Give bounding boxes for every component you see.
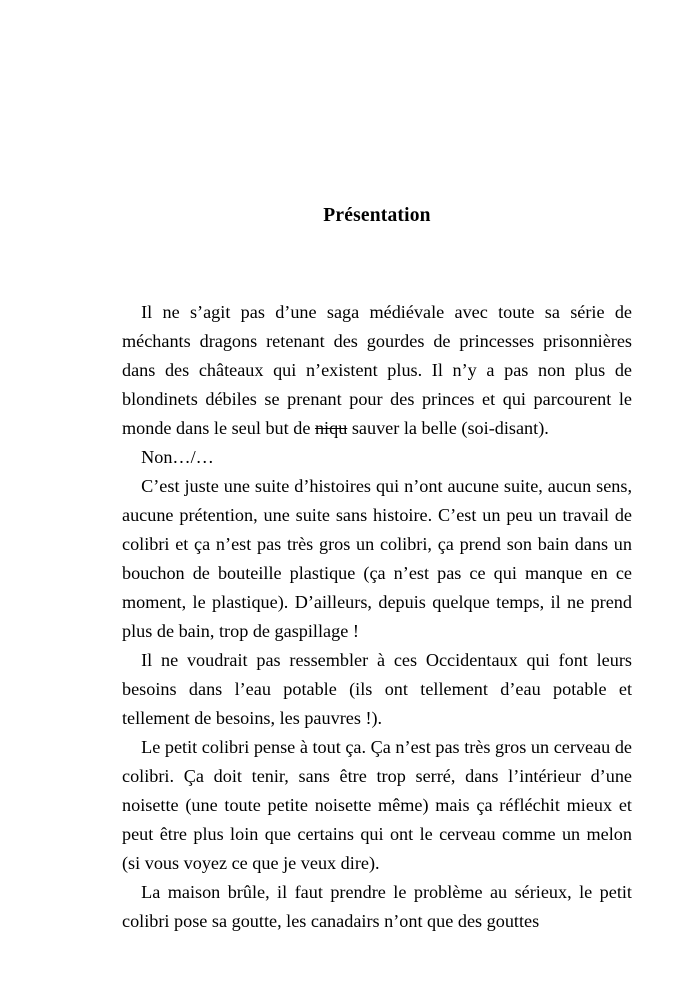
paragraph-6: La maison brûle, il faut prendre le problème au sérieux, le petit colibri pose sa goutte, les canadairs n’ont que des gouttes <box>122 882 632 932</box>
paragraph-1-lead: Il ne s’agit pas d’une saga médiévale avec toute sa série de méchants dragons retenant des gourdes de princesses prisonnières dans des châteaux qui n’existent plus. Il n’y a pas non plus de blondinets débiles se prenant pour des princes et qui parcourent le monde dans le seul but de <box>122 302 632 439</box>
page-title: Présentation <box>323 205 431 226</box>
paragraph-5: Le petit colibri pense à tout ça. Ça n’est pas très gros un cerveau de colibri. Ça doit tenir, sans être trop serré, dans l’intérieur d’une noisette (une toute petite noisette même) mais ça réfléchit mieux et peut être plus loin que certains qui ont le cerveau comme un melon (si vous voyez ce que je veux dire). <box>122 737 632 874</box>
paragraph-1 <box>122 298 632 443</box>
paragraph-3: C’est juste une suite d’histoires qui n’ont aucune suite, aucun sens, aucune prétention, une suite sans histoire. C’est un peu un travail de colibri et ça n’est pas très gros un colibri, ça prend son bain dans un bouchon de bouteille plastique (ça n’est pas ce qui manque en ce moment, le plastique). D’ailleurs, depuis quelque temps, il ne prend plus de bain, trop de gaspillage ! <box>122 476 632 642</box>
body-text <box>122 298 632 936</box>
paragraph-2: Non…/… <box>141 447 214 468</box>
struck-word: niqu <box>314 418 348 439</box>
text-column <box>122 0 632 936</box>
paragraph-4: Il ne voudrait pas ressembler à ces Occidentaux qui font leurs besoins dans l’eau potable (ils ont tellement d’eau potable et tellement de besoins, les pauvres !). <box>122 650 632 729</box>
paragraph-1-tail: sauver la belle (soi-disant). <box>347 418 549 439</box>
